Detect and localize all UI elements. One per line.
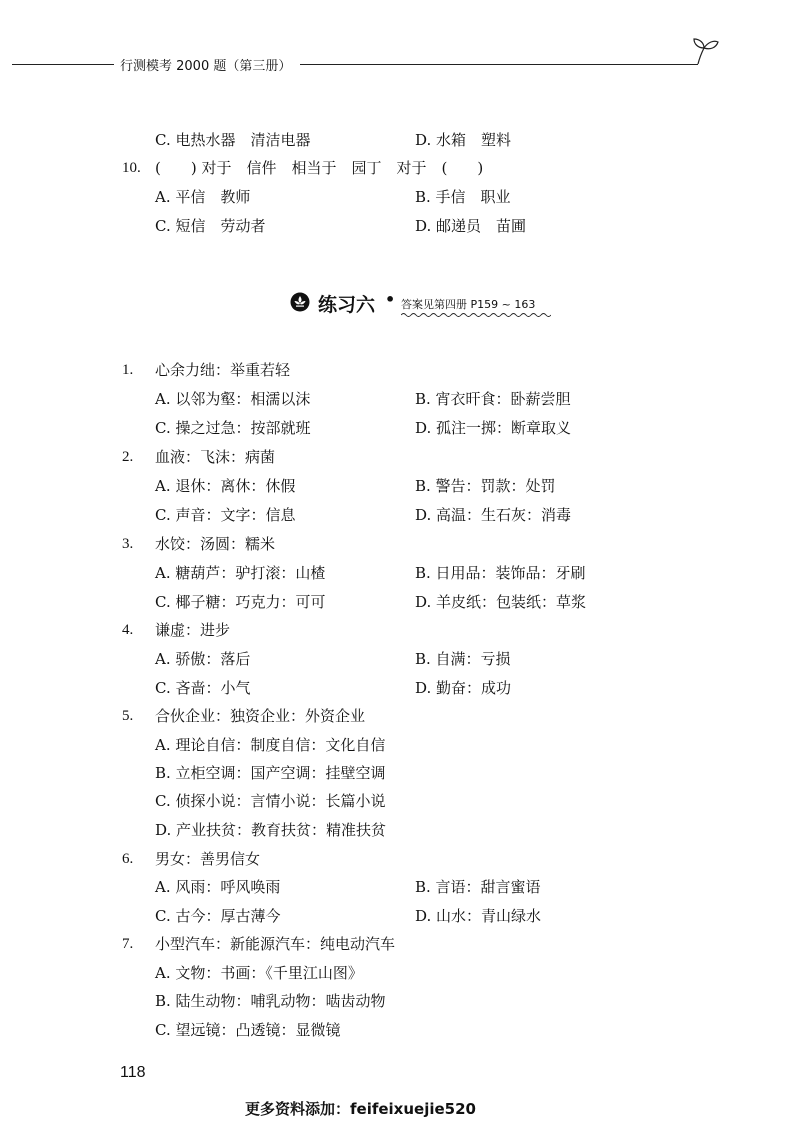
section-title: 练习六: [318, 294, 376, 316]
q1-stem: 心余力绌：举重若轻: [155, 361, 291, 379]
q6-stem: 男女：善男信女: [155, 850, 261, 868]
q2-number: 2.: [122, 449, 134, 465]
q5-stem: 合伙企业：独资企业：外资企业: [155, 707, 366, 725]
header-rule-left: [12, 64, 114, 65]
q5-option-c: C. 侦探小说：言情小说：长篇小说: [155, 792, 386, 810]
q1-option-c: C. 操之过急：按部就班: [155, 419, 311, 437]
q7-stem: 小型汽车：新能源汽车：纯电动汽车: [155, 935, 396, 953]
sprout-icon: [690, 36, 720, 66]
q5-option-a: A. 理论自信：制度自信：文化自信: [155, 736, 386, 754]
q4-number: 4.: [122, 622, 134, 638]
q1-option-b: B. 宵衣旰食：卧薪尝胆: [415, 390, 571, 408]
q4-option-d: D. 勤奋：成功: [415, 679, 512, 697]
q10-option-a: A. 平信 教师: [155, 188, 251, 206]
q10-number: 10.: [122, 160, 141, 176]
subtitle-wavy-underline: [401, 312, 551, 318]
q7-number: 7.: [122, 936, 134, 952]
q4-option-a: A. 骄傲：落后: [155, 650, 251, 668]
q6-number: 6.: [122, 851, 134, 867]
q6-option-a: A. 风雨：呼风唤雨: [155, 878, 281, 896]
q10-option-c: C. 短信 劳动者: [155, 217, 266, 235]
section-bullet: •: [385, 290, 396, 309]
q6-option-b: B. 言语：甜言蜜语: [415, 878, 541, 896]
q2-stem: 血液：飞沫：病菌: [155, 448, 276, 466]
q9-option-d: D. 水箱 塑料: [415, 131, 512, 149]
q5-option-d: D. 产业扶贫：教育扶贫：精准扶贫: [155, 821, 387, 839]
q3-stem: 水饺：汤圆：糯米: [155, 535, 276, 553]
q7-option-a: A. 文物：书画：《千里江山图》: [155, 964, 363, 982]
q6-option-c: C. 古今：厚古薄今: [155, 907, 281, 925]
q10-stem: ( ) 对于 信件 相当于 园丁 对于 ( ): [155, 159, 484, 177]
q3-option-c: C. 椰子糖：巧克力：可可: [155, 593, 326, 611]
q2-option-d: D. 高温：生石灰：消毒: [415, 506, 572, 524]
q3-option-b: B. 日用品：装饰品：牙刷: [415, 564, 586, 582]
q1-option-a: A. 以邻为壑：相濡以沫: [155, 390, 311, 408]
page-number: 118: [120, 1064, 146, 1081]
q3-number: 3.: [122, 536, 134, 552]
q7-option-b: B. 陆生动物：哺乳动物：啮齿动物: [155, 992, 386, 1010]
q10-option-d: D. 邮递员 苗圃: [415, 217, 527, 235]
q2-option-a: A. 退休：离休：休假: [155, 477, 296, 495]
q2-option-c: C. 声音：文字：信息: [155, 506, 296, 524]
q7-option-c: C. 望远镜：凸透镜：显微镜: [155, 1021, 341, 1039]
q3-option-a: A. 糖葫芦：驴打滚：山楂: [155, 564, 326, 582]
q4-option-b: B. 自满：亏损: [415, 650, 511, 668]
footer-contact: 更多资料添加：feifeixuejie520: [245, 1100, 476, 1118]
q1-option-d: D. 孤注一掷：断章取义: [415, 419, 572, 437]
q10-option-b: B. 手信 职业: [415, 188, 511, 206]
q9-option-c: C. 电热水器 清洁电器: [155, 131, 311, 149]
q2-option-b: B. 警告：罚款：处罚: [415, 477, 556, 495]
q6-option-d: D. 山水：青山绿水: [415, 907, 542, 925]
q5-number: 5.: [122, 708, 134, 724]
flower-icon: [290, 292, 310, 312]
q4-stem: 谦虚：进步: [155, 621, 231, 639]
q3-option-d: D. 羊皮纸：包装纸：草浆: [415, 593, 587, 611]
running-title: 行测模考 2000 题（第三册）: [120, 59, 292, 74]
section-subtitle: 答案见第四册 P159 ~ 163: [401, 298, 536, 311]
q4-option-c: C. 吝啬：小气: [155, 679, 251, 697]
q5-option-b: B. 立柜空调：国产空调：挂壁空调: [155, 764, 386, 782]
header-rule-right: [300, 64, 698, 65]
q1-number: 1.: [122, 362, 134, 378]
